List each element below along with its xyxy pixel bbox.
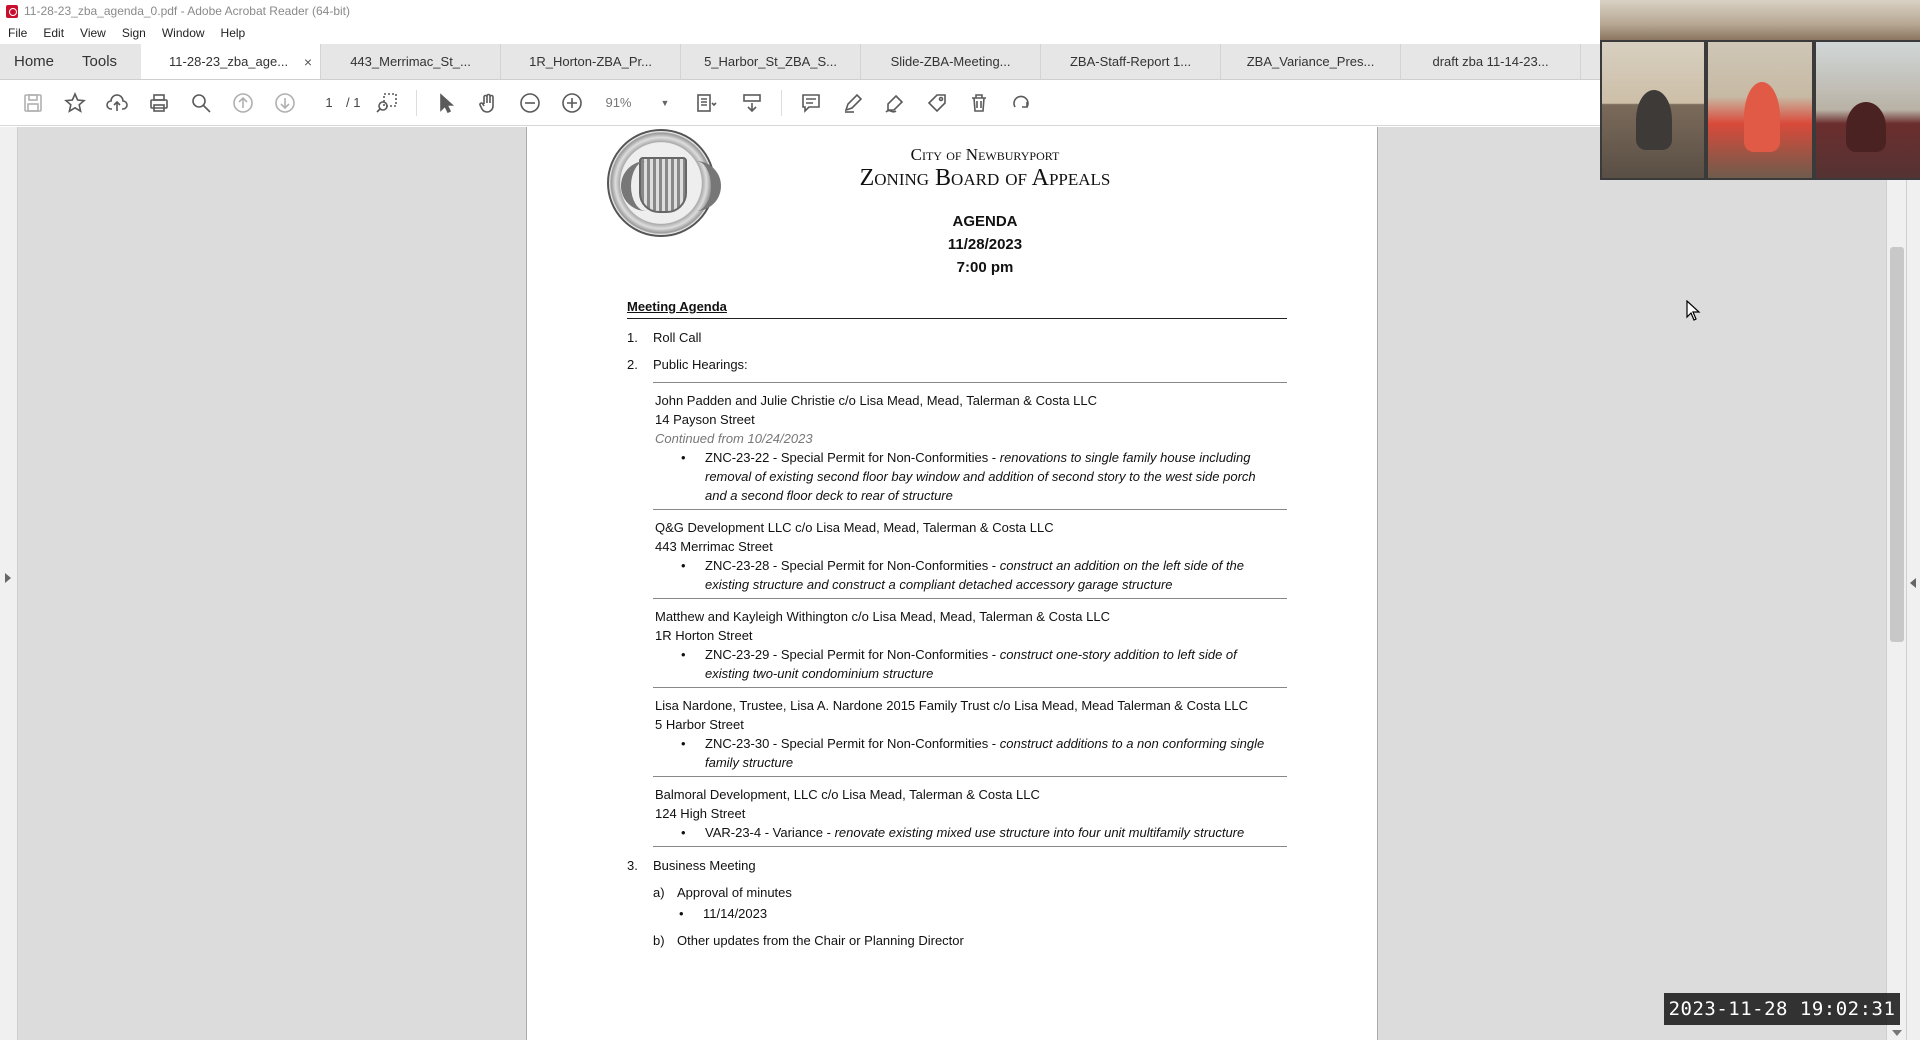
fit-page-icon	[695, 92, 717, 114]
menu-file[interactable]: File	[8, 26, 28, 40]
business-item-updates: b) Other updates from the Chair or Planning Director	[653, 933, 964, 948]
hearing-applicant: Q&G Development LLC c/o Lisa Mead, Mead, Talerman & Costa LLC	[655, 520, 1054, 535]
hearing-applicant: Lisa Nardone, Trustee, Lisa A. Nardone 2015 Family Trust c/o Lisa Mead, Mead Talerman & Costa LLC	[655, 698, 1249, 713]
page-number-control	[312, 95, 360, 110]
video-tile	[1708, 42, 1812, 178]
video-conference-overlay	[1600, 0, 1920, 180]
right-pane-toggle[interactable]	[1906, 127, 1920, 1040]
hearing-entry	[653, 382, 1287, 509]
hand-icon	[477, 92, 499, 114]
recording-timestamp: 2023-11-28 19:02:31	[1664, 993, 1900, 1025]
save-button[interactable]	[21, 91, 45, 115]
case-description: construct additions to a non conforming single family structure	[705, 736, 1265, 770]
hearing-address: 443 Merrimac Street	[655, 539, 773, 554]
tab-label: draft zba 11-14-23...	[1432, 54, 1549, 69]
upload-button[interactable]	[105, 91, 129, 115]
nav-home[interactable]: Home	[14, 53, 55, 70]
delete-button[interactable]	[967, 91, 991, 115]
trash-icon	[968, 92, 990, 114]
menu-window[interactable]: Window	[161, 26, 205, 40]
select-zoom-button[interactable]	[375, 91, 399, 115]
tab-document-harbor[interactable]	[681, 44, 861, 79]
tag-icon	[926, 92, 948, 114]
menu-help[interactable]: Help	[220, 26, 246, 40]
rotate-icon	[1010, 92, 1032, 114]
chevron-down-icon: ▼	[660, 97, 670, 108]
zoom-select[interactable]	[601, 95, 673, 110]
cloud-upload-icon	[106, 92, 128, 114]
hearing-applicant: Balmoral Development, LLC c/o Lisa Mead, Talerman & Costa LLC	[655, 787, 1040, 802]
video-header-strip	[1600, 0, 1920, 40]
marquee-zoom-icon	[376, 92, 398, 114]
plus-circle-icon	[561, 92, 583, 114]
scroll-mode-button[interactable]	[740, 91, 764, 115]
draw-button[interactable]	[883, 91, 907, 115]
case-description: construct one-story addition to left side of existing two-unit condominium structure	[705, 647, 1237, 681]
tab-document-draft[interactable]	[1401, 44, 1581, 79]
cursor-arrow-icon	[435, 92, 457, 114]
toolbar-divider	[781, 90, 782, 116]
business-item-minutes: a) Approval of minutes	[653, 885, 792, 900]
bookmark-button[interactable]	[63, 91, 87, 115]
hearing-entry	[653, 509, 1287, 598]
star-icon	[64, 92, 86, 114]
page-total: / 1	[346, 95, 361, 110]
chevron-left-icon	[1910, 578, 1916, 588]
hearing-entry	[653, 776, 1287, 846]
left-pane-toggle[interactable]	[0, 127, 18, 1040]
hand-tool-button[interactable]	[476, 91, 500, 115]
minus-circle-icon	[519, 92, 541, 114]
toolbar	[0, 80, 1600, 126]
tab-label: Slide-ZBA-Meeting...	[890, 54, 1011, 69]
scroll-icon	[741, 92, 763, 114]
nav-tools[interactable]: Tools	[82, 53, 118, 70]
acrobat-pdf-icon	[6, 5, 18, 18]
find-button[interactable]	[189, 91, 213, 115]
zoom-in-button[interactable]	[560, 91, 584, 115]
tab-label: 11-28-23_zba_age...	[169, 54, 289, 69]
participant-avatar	[1636, 90, 1672, 150]
agenda-time: 7:00 pm	[956, 259, 1014, 276]
menu-bar	[0, 22, 1600, 44]
stamp-button[interactable]	[925, 91, 949, 115]
hearing-case: • ZNC-23-29 - Special Permit for Non-Conformities - construct one-story addition to left side of existing two-unit condominium structure	[681, 647, 1237, 681]
tab-label: 5_Harbor_St_ZBA_S...	[704, 54, 838, 69]
case-number: ZNC-23-30 - Special Permit for Non-Conformities -	[705, 736, 1000, 751]
save-icon	[22, 92, 44, 114]
tab-document-slide[interactable]	[861, 44, 1041, 79]
hearing-case: • ZNC-23-22 - Special Permit for Non-Conformities - renovations to single family house including removal of existing second floor bay window and addition of second story to the west side porch and a second floor deck to rear of structure	[681, 450, 1256, 503]
scrollbar-thumb[interactable]	[1890, 247, 1904, 642]
tab-document-variance[interactable]	[1221, 44, 1401, 79]
hearing-applicant: Matthew and Kayleigh Withington c/o Lisa Mead, Mead, Talerman & Costa LLC	[655, 609, 1110, 624]
agenda-item-roll-call: 1. Roll Call	[627, 330, 702, 345]
tab-document-merrimac[interactable]	[321, 44, 501, 79]
arrow-down-circle-icon	[274, 92, 296, 114]
hearing-continued-note: Continued from 10/24/2023	[655, 431, 813, 446]
participant-avatar	[1744, 82, 1780, 152]
comment-icon	[800, 92, 822, 114]
hearing-case: • VAR-23-4 - Variance - renovate existing mixed use structure into four unit multifamily structure	[681, 825, 1245, 840]
tab-document-staff-report[interactable]	[1041, 44, 1221, 79]
window-title-bar	[0, 0, 1600, 22]
menu-sign[interactable]: Sign	[121, 26, 146, 40]
section-heading: Meeting Agenda	[627, 297, 1287, 319]
hearing-case: • ZNC-23-30 - Special Permit for Non-Conformities - construct additions to a non conforming single family structure	[681, 736, 1265, 770]
print-button[interactable]	[147, 91, 171, 115]
participant-avatar	[1846, 102, 1886, 152]
menu-view[interactable]: View	[80, 26, 106, 40]
case-description: renovations to single family house including removal of existing second floor bay window and addition of second story to the west side porch and a second floor deck to rear of structure	[705, 450, 1256, 503]
agenda-date: 11/28/2023	[947, 236, 1023, 253]
tab-document-agenda[interactable]	[141, 44, 321, 79]
pen-icon	[842, 92, 864, 114]
agenda-item-public-hearings: 2. Public Hearings:	[627, 357, 748, 372]
tab-bar	[0, 44, 1600, 80]
menu-edit[interactable]: Edit	[43, 26, 65, 40]
case-description: construct an addition on the left side of the existing structure and construct a compliant detached accessory garage structure	[705, 558, 1245, 592]
hearing-address: 1R Horton Street	[655, 628, 753, 643]
hearing-address: 5 Harbor Street	[655, 717, 744, 732]
sign-pen-icon	[884, 92, 906, 114]
highlight-button[interactable]	[841, 91, 865, 115]
zoom-value: 91%	[605, 95, 632, 110]
previous-page-button[interactable]	[231, 91, 255, 115]
toolbar-divider	[416, 90, 417, 116]
board-name: Zoning Board of Appeals	[859, 165, 1111, 191]
agenda-title: AGENDA	[952, 213, 1018, 230]
window-title: 11-28-23_zba_agenda_0.pdf - Adobe Acrobat Reader (64-bit)	[24, 4, 351, 18]
case-number: ZNC-23-29 - Special Permit for Non-Conformities -	[705, 647, 1000, 662]
page-number-input[interactable]: 1	[325, 95, 333, 110]
magnifier-icon	[190, 92, 212, 114]
case-number: ZNC-23-28 - Special Permit for Non-Conformities -	[705, 558, 1000, 573]
comment-button[interactable]	[799, 91, 823, 115]
select-tool-button[interactable]	[434, 91, 458, 115]
case-number: VAR-23-4 - Variance -	[705, 825, 835, 840]
hearing-address: 14 Payson Street	[655, 412, 755, 427]
agenda-body	[627, 297, 1287, 952]
close-icon[interactable]: ×	[303, 53, 313, 70]
tab-label: 443_Merrimac_St_...	[350, 54, 471, 69]
hearing-address: 124 High Street	[655, 806, 746, 821]
next-page-button[interactable]	[273, 91, 297, 115]
city-name: City of Newburyport	[910, 145, 1060, 164]
scroll-down-icon[interactable]	[1892, 1030, 1902, 1036]
tab-label: 1R_Horton-ZBA_Pr...	[529, 54, 652, 69]
video-tile	[1602, 42, 1704, 178]
hearing-entry	[653, 598, 1287, 687]
hearing-case: • ZNC-23-28 - Special Permit for Non-Conformities - construct an addition on the left side of the existing structure and construct a compliant detached accessory garage structure	[681, 558, 1245, 592]
minutes-date: • 11/14/2023	[679, 906, 768, 921]
page-layout-button[interactable]	[690, 91, 722, 115]
tab-label: ZBA-Staff-Report 1...	[1069, 54, 1192, 69]
case-number: ZNC-23-22 - Special Permit for Non-Conformities -	[705, 450, 1000, 465]
agenda-item-business: 3. Business Meeting	[627, 858, 756, 873]
pdf-page	[526, 127, 1378, 1040]
tab-document-horton[interactable]	[501, 44, 681, 79]
tab-label: ZBA_Variance_Pres...	[1246, 54, 1375, 69]
hearing-applicant: John Padden and Julie Christie c/o Lisa Mead, Mead, Talerman & Costa LLC	[655, 393, 1098, 408]
printer-icon	[148, 92, 170, 114]
video-tile	[1816, 42, 1920, 178]
chevron-right-icon	[5, 573, 11, 583]
zoom-out-button[interactable]	[518, 91, 542, 115]
hearing-entry	[653, 687, 1287, 776]
rotate-button[interactable]	[1009, 91, 1033, 115]
arrow-up-circle-icon	[232, 92, 254, 114]
case-description: renovate existing mixed use structure into four unit multifamily structure	[834, 825, 1245, 840]
hearings-divider	[653, 846, 1287, 854]
vertical-scrollbar[interactable]	[1886, 127, 1906, 1040]
